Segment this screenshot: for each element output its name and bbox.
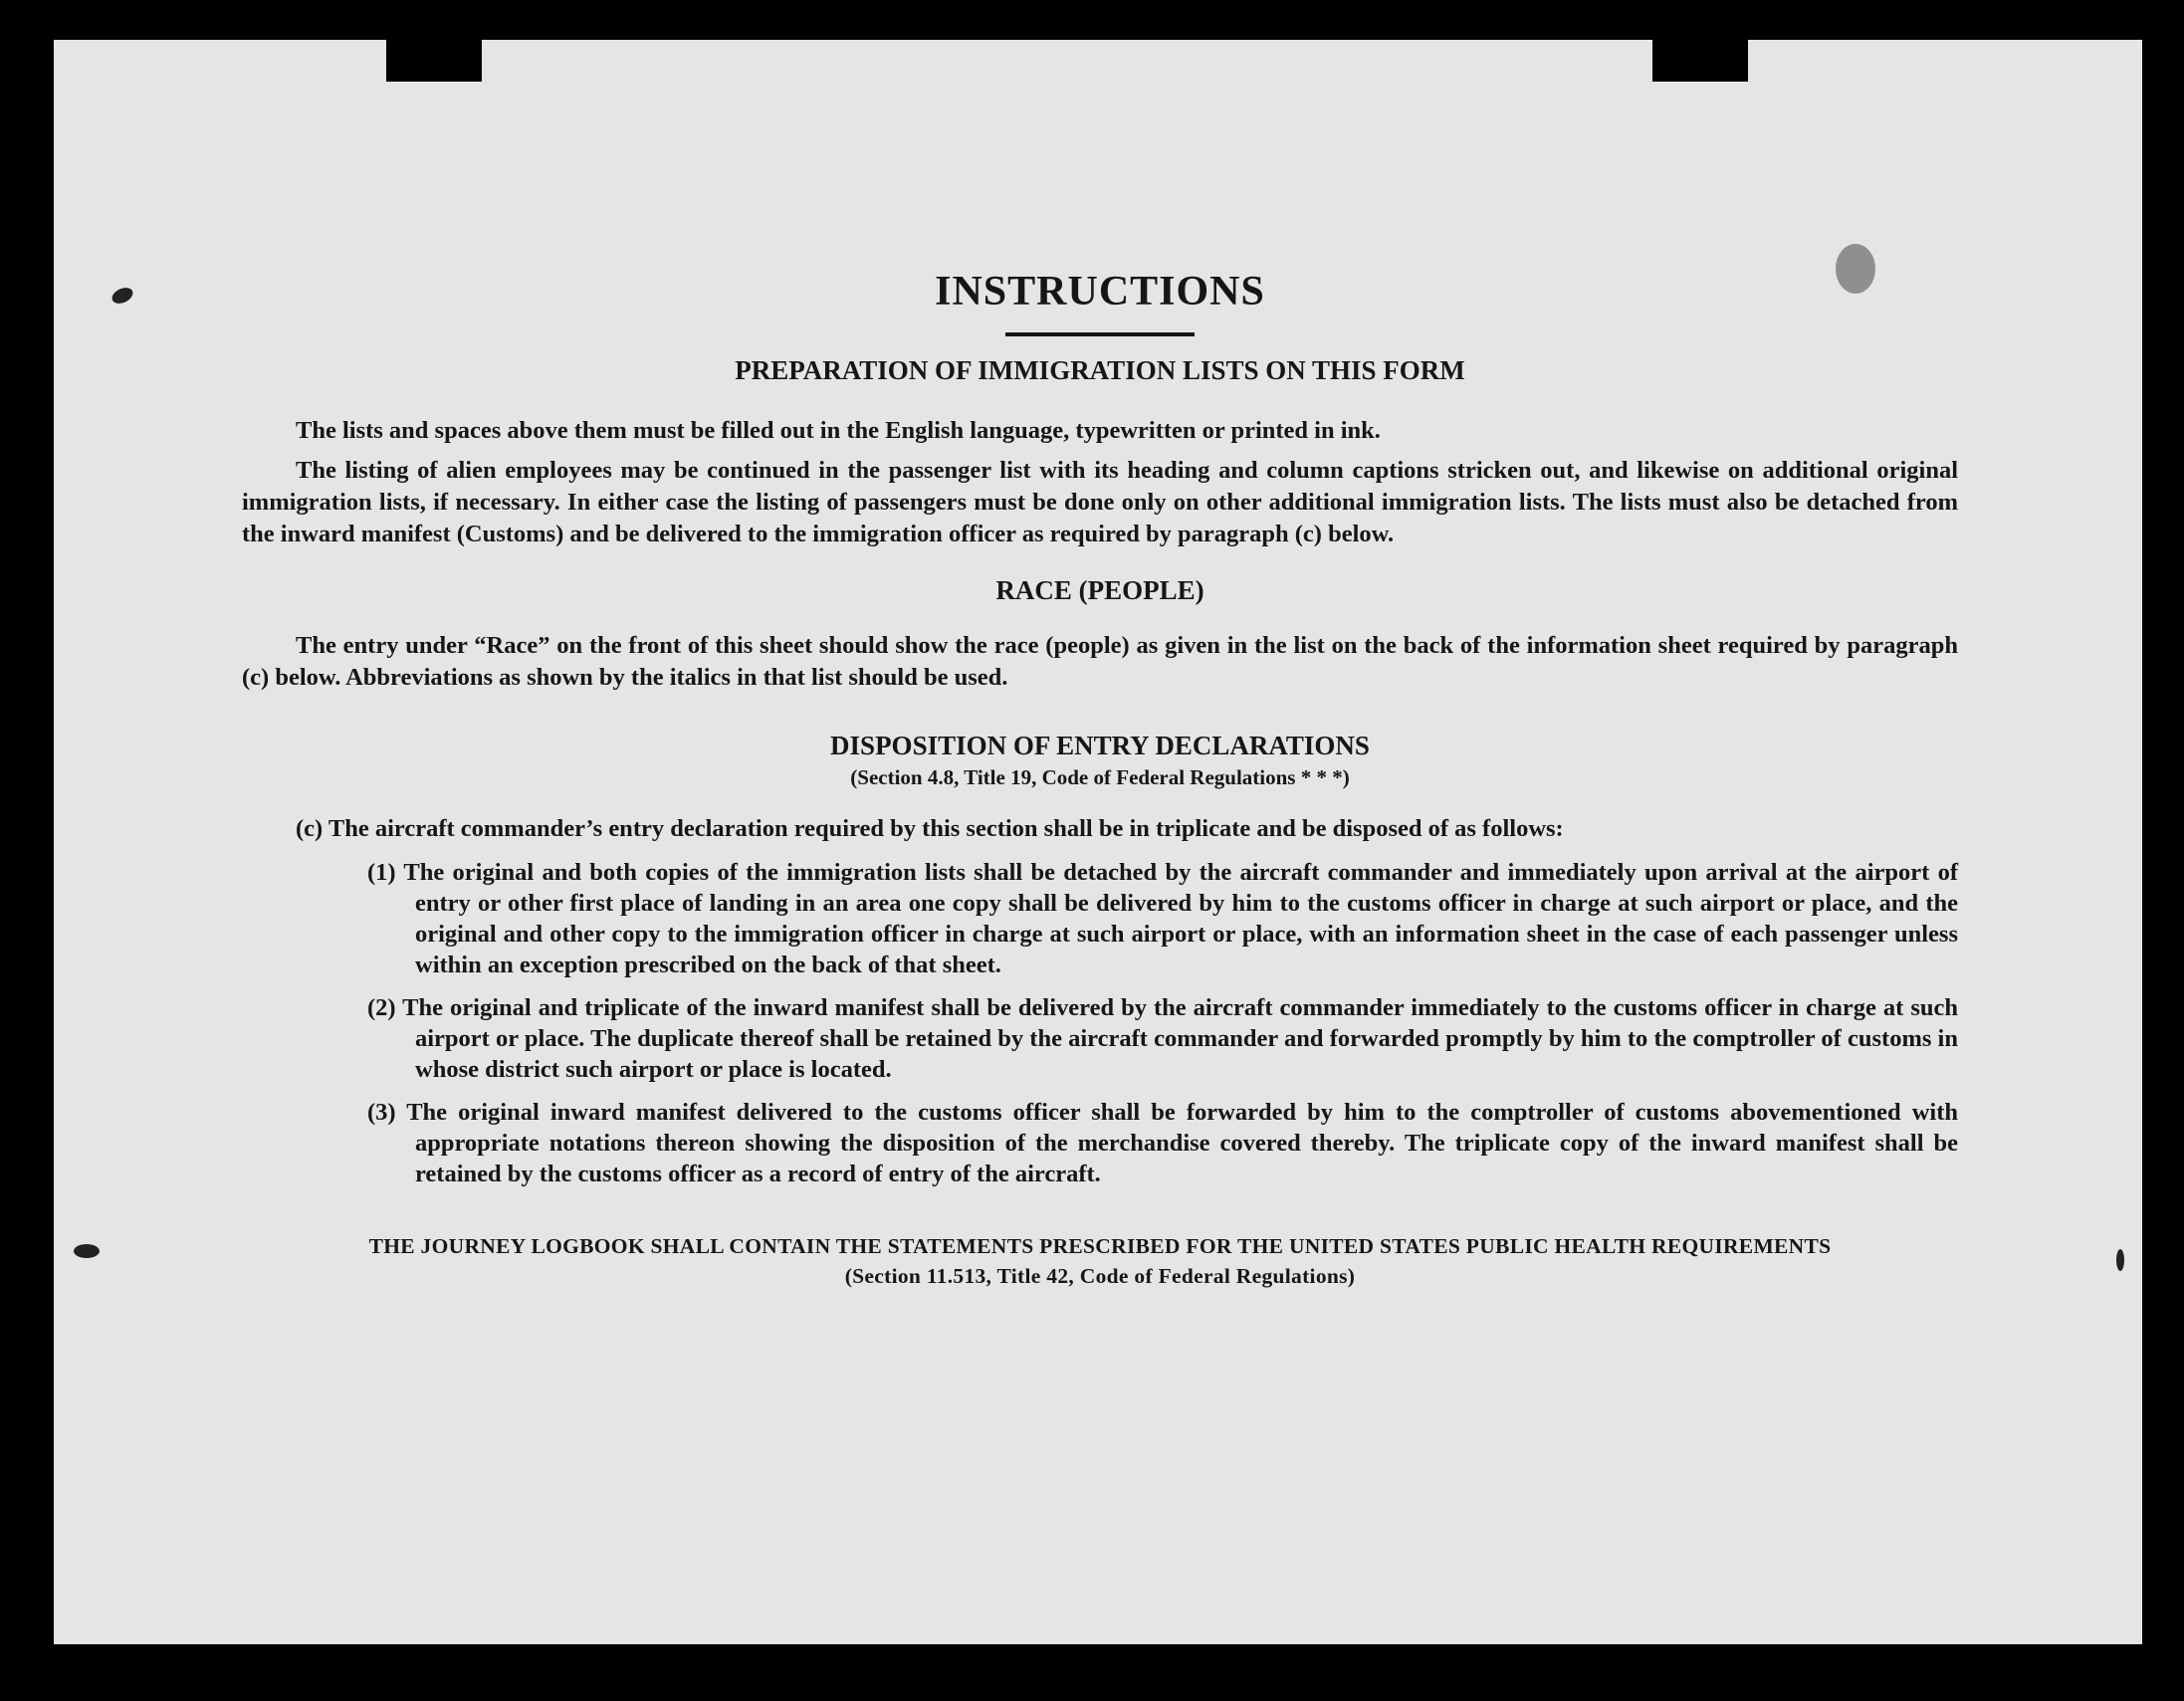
section-heading-race: RACE (PEOPLE) [995, 574, 1204, 605]
footer-citation: (Section 11.513, Title 42, Code of Federal Regulations) [844, 1263, 1356, 1288]
footer-requirement: THE JOURNEY LOGBOOK SHALL CONTAIN THE STATEMENTS PRESCRIBED FOR THE UNITED STATES PUBLIC HEALTH REQUIREMENTS [368, 1233, 1832, 1258]
section-heading-disposition: DISPOSITION OF ENTRY DECLARATIONS [830, 730, 1370, 760]
paragraph-disposition-intro: (c) The aircraft commander’s entry declaration required by this section shall be in triplicate and be disposed of as follows: [296, 814, 1564, 842]
list-item: (2) The original and triplicate of the inward manifest shall be delivered by the aircraft commander immediately to the customs officer in charge at such airport or place. The duplicate thereof shall be retained by the aircraft commander and forwarded promptly by him to the comptroller of customs in whose district such airport or place is located. [367, 993, 1958, 1083]
title-underline [1005, 332, 1195, 336]
paragraph-language: The lists and spaces above them must be filled out in the English language, typewritten or printed in ink. [296, 416, 1381, 444]
list-item: (3) The original inward manifest delivered to the customs officer shall be forwarded by him to the comptroller of customs abovementioned with appropriate notations thereon showing the disposition of the merchandise covered thereby. The triplicate copy of the inward manifest shall be retained by the customs officer as a record of entry of the aircraft. [367, 1098, 1958, 1187]
page-title: INSTRUCTIONS [935, 269, 1265, 315]
paragraph-alien-employees: The listing of alien employees may be continued in the passenger list with its heading and column captions stricken out, and likewise on additional original immigration lists, if necessary. In either case the listing of passengers must be done only on other additional immigration lists. The lists must also be detached from the inward manifest (Customs) and be delivered to the immigration officer as required by paragraph (c) below. [242, 456, 1958, 547]
ink-smudge [2116, 1249, 2124, 1271]
section-heading-preparation: PREPARATION OF IMMIGRATION LISTS ON THIS FORM [735, 355, 1465, 386]
instructions-content [242, 269, 1958, 1291]
list-item: (1) The original and both copies of the immigration lists shall be detached by the aircraft commander and immediately upon arrival at the airport of entry or other first place of landing in an area one copy shall be delivered by him to the customs officer in charge at such airport or place, and the original and other copy to the immigration officer in charge at such airport or place, with an information sheet in the case of each passenger unless within an exception prescribed on the back of that sheet. [367, 858, 1958, 978]
paper-notch [1652, 40, 1748, 82]
section-citation: (Section 4.8, Title 19, Code of Federal Regulations * * *) [850, 765, 1350, 790]
paper-notch [386, 40, 482, 82]
ink-smudge [74, 1244, 100, 1258]
ink-smudge [109, 285, 135, 307]
paragraph-race: The entry under “Race” on the front of this sheet should show the race (people) as given in the list on the back of the information sheet required by paragraph (c) below. Abbreviations as shown by the italics in that list should be used. [242, 631, 1958, 691]
